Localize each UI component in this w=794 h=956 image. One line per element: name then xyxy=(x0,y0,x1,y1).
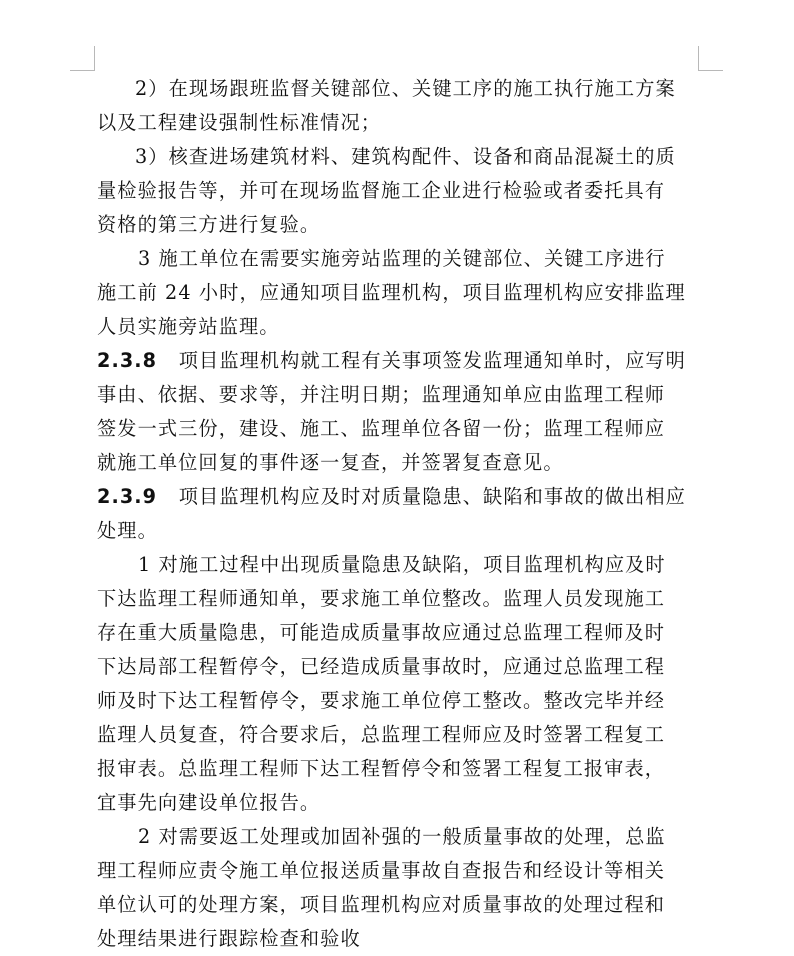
text-line: 存在重大质量隐患，可能造成质量事故应通过总监理工程师及时 xyxy=(97,621,666,644)
section-first-line xyxy=(97,344,700,378)
text-line: 以及工程建设强制性标准情况； xyxy=(97,111,382,134)
margin-mark-top-left xyxy=(70,46,95,71)
text-line: 师及时下达工程暂停令，要求施工单位停工整改。整改完毕并经 xyxy=(97,689,666,712)
text-line: 3）核查进场建筑材料、建筑构配件、设备和商品混凝土的质 xyxy=(135,145,676,168)
text-line: 处理结果进行跟踪检查和验收 xyxy=(97,927,361,950)
margin-mark-top-right xyxy=(698,46,723,71)
paragraph-clause-3 xyxy=(97,242,700,344)
section-number: 2.3.8 xyxy=(97,349,158,372)
paragraph-item-3 xyxy=(97,140,700,242)
text-line: 单位认可的处理方案，项目监理机构应对质量事故的处理过程和 xyxy=(97,893,666,916)
paragraph-clause-1 xyxy=(97,548,700,820)
text-line: 下达局部工程暂停令，已经造成质量事故时，应通过总监理工程 xyxy=(97,655,666,678)
text-line: 3 施工单位在需要实施旁站监理的关键部位、关键工序进行 xyxy=(138,247,666,270)
paragraph-clause-2 xyxy=(97,820,700,956)
text-line: 报审表。总监理工程师下达工程暂停令和签署工程复工报审表， xyxy=(97,757,666,780)
text-line: 宜事先向建设单位报告。 xyxy=(97,791,321,814)
text-line: 量检验报告等，并可在现场监督施工企业进行检验或者委托具有 xyxy=(97,179,666,202)
document-body[interactable] xyxy=(97,72,700,956)
text-line: 1 对施工过程中出现质量隐患及缺陷，项目监理机构应及时 xyxy=(138,553,666,576)
paragraph-item-2 xyxy=(97,72,700,140)
text-line: 资格的第三方进行复验。 xyxy=(97,213,321,236)
text-line: 监理人员复查，符合要求后，总监理工程师应及时签署工程复工 xyxy=(97,723,666,746)
section-first-line xyxy=(97,480,700,514)
section-2-3-8 xyxy=(97,344,700,480)
text-line: 2）在现场跟班监督关键部位、关键工序的施工执行施工方案 xyxy=(135,77,676,100)
section-number: 2.3.9 xyxy=(97,485,158,508)
text-line: 事由、依据、要求等，并注明日期；监理通知单应由监理工程师 xyxy=(97,383,666,406)
text-line: 施工前 24 小时，应通知项目监理机构，项目监理机构应安排监理 xyxy=(97,281,686,304)
text-line: 签发一式三份，建设、施工、监理单位各留一份；监理工程师应 xyxy=(97,417,666,440)
text-line: 下达监理工程师通知单，要求施工单位整改。监理人员发现施工 xyxy=(97,587,666,610)
text-line: 项目监理机构就工程有关事项签发监理通知单时，应写明 xyxy=(178,349,686,372)
text-line: 理工程师应责令施工单位报送质量事故自查报告和经设计等相关 xyxy=(97,859,666,882)
text-line: 就施工单位回复的事件逐一复查，并签署复查意见。 xyxy=(97,451,564,474)
section-2-3-9 xyxy=(97,480,700,548)
text-line: 项目监理机构应及时对质量隐患、缺陷和事故的做出相应 xyxy=(178,485,686,508)
text-line: 人员实施旁站监理。 xyxy=(97,315,280,338)
text-line: 处理。 xyxy=(97,519,158,542)
text-line: 2 对需要返工处理或加固补强的一般质量事故的处理，总监 xyxy=(138,825,666,848)
